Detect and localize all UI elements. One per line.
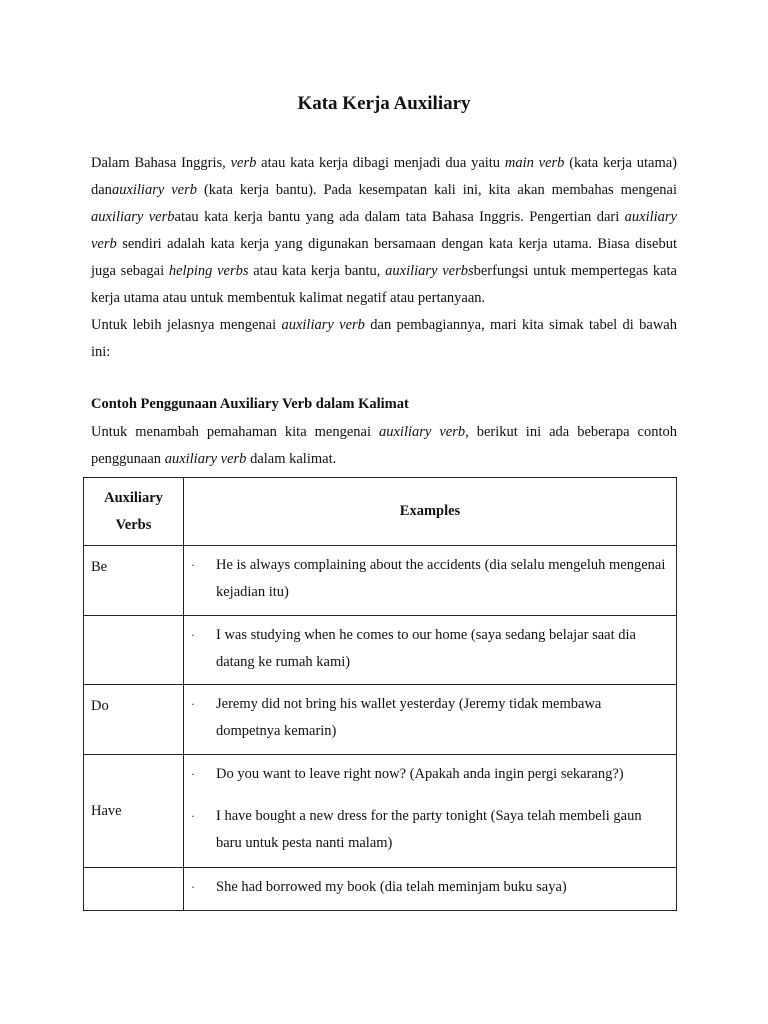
table-intro-paragraph: Untuk lebih jelasnya mengenai auxiliary verb dan pembagiannya, mari kita simak tabel di bawah ini: — [91, 317, 677, 360]
intro-text — [91, 150, 677, 366]
verb-cell — [84, 616, 184, 685]
examples-cell — [184, 546, 677, 616]
examples-cell — [184, 685, 677, 755]
bullet-icon: · — [191, 628, 195, 642]
verb-cell: Have — [84, 755, 184, 868]
bullet-icon: · — [191, 880, 195, 894]
list-item — [191, 761, 668, 788]
bullet-icon: · — [191, 767, 195, 781]
examples-cell — [184, 868, 677, 911]
example-sentence: He is always complaining about the accidents (dia selalu mengeluh mengenai kejadian itu) — [216, 557, 666, 600]
header-examples: Examples — [184, 478, 677, 546]
page-title: Kata Kerja Auxiliary — [297, 93, 471, 114]
verb-cell: Do — [84, 685, 184, 755]
list-item — [191, 691, 668, 745]
table-row — [84, 616, 677, 685]
table-row — [84, 546, 677, 616]
bullet-icon: · — [191, 809, 195, 823]
table-row — [84, 685, 677, 755]
example-sentence: I have bought a new dress for the party tonight (Saya telah membeli gaun baru untuk pesta nanti malam) — [216, 808, 642, 851]
list-item — [191, 874, 668, 901]
intro-paragraph: Dalam Bahasa Inggris, verb atau kata kerja dibagi menjadi dua yaitu main verb (kata kerja utama) danauxiliary verb (kata kerja bantu). Pada kesempatan kali ini, kita akan membahas mengenai auxiliary verbatau kata kerja bantu yang ada dalam tata Bahasa Inggris. Pengertian dari auxiliary verb sendiri adalah kata kerja yang digunakan bersamaan dengan kata kerja utama. Biasa disebut juga sebagai helping verbs atau kata kerja bantu, auxiliary verbsberfungsi untuk mempertegas kata kerja utama atau untuk membentuk kalimat negatif atau pertanyaan. — [91, 155, 678, 306]
section-heading: Contoh Penggunaan Auxiliary Verb dalam Kalimat — [91, 396, 409, 412]
example-sentence: I was studying when he comes to our home (saya sedang belajar saat dia datang ke rumah kami) — [216, 627, 636, 670]
list-item — [191, 803, 668, 857]
examples-cell — [184, 755, 677, 868]
list-item — [191, 622, 668, 676]
bullet-icon: · — [191, 558, 195, 572]
table-row — [84, 755, 677, 868]
list-item — [191, 552, 668, 606]
auxiliary-verbs-table — [83, 477, 677, 911]
examples-intro-paragraph: Untuk menambah pemahaman kita mengenai auxiliary verb, berikut ini ada beberapa contoh penggunaan auxiliary verb dalam kalimat. — [91, 424, 677, 467]
example-sentence: She had borrowed my book (dia telah meminjam buku saya) — [216, 879, 567, 895]
example-sentence: Do you want to leave right now? (Apakah anda ingin pergi sekarang?) — [216, 766, 624, 782]
example-sentence: Jeremy did not bring his wallet yesterday (Jeremy tidak membawa dompetnya kemarin) — [216, 696, 602, 739]
examples-cell — [184, 616, 677, 685]
verb-cell — [84, 868, 184, 911]
table-header-row — [84, 478, 677, 546]
header-auxiliary-verbs: Auxiliary Verbs — [84, 478, 184, 546]
bullet-icon: · — [191, 697, 195, 711]
verb-cell: Be — [84, 546, 184, 616]
table-row — [84, 868, 677, 911]
